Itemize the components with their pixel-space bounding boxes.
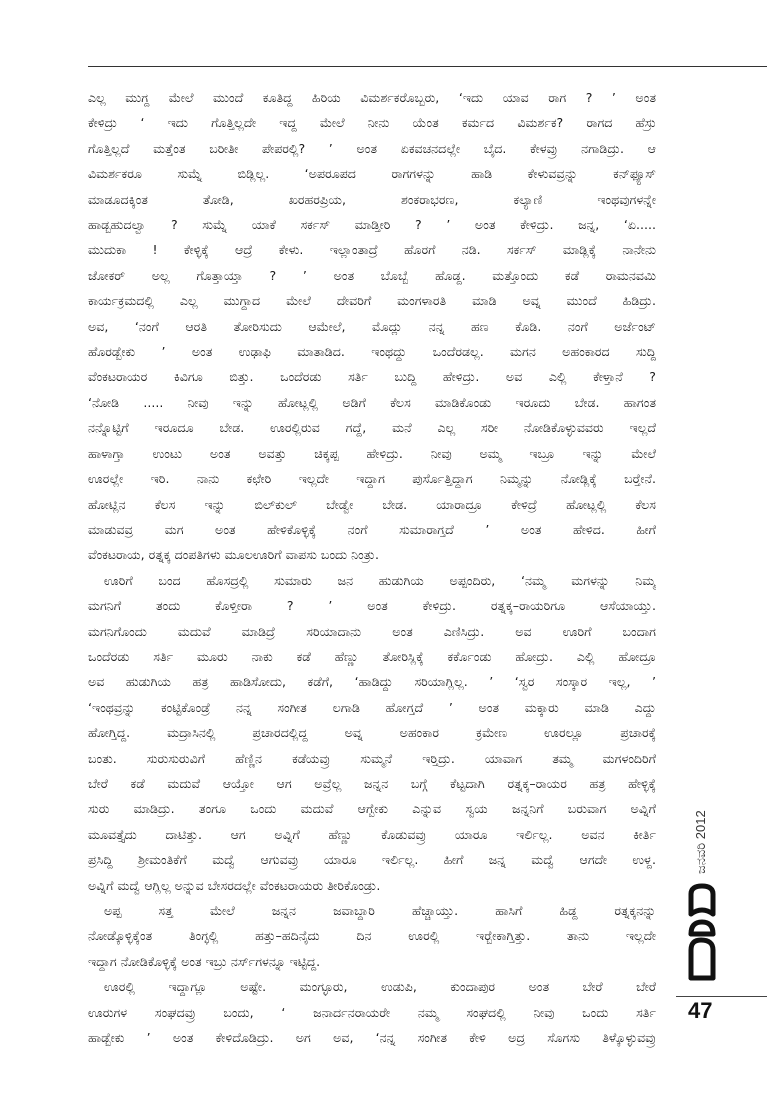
text-line: ಊರುಗಳ ಸಂಘದವ್ರು ಬಂದು, ‘ ಜನಾರ್ದನರಾಯರೇ ನಮ್ಮ ಸಂಘದಲ್ಲಿ ನೀವು ಒಂದು ಸರ್ತಿ [88,1004,656,1020]
text-line: ಹೋಗ್ತಿದ್ದ. ಮದ್ರಾಸಿನಲ್ಲಿ ಪ್ರಚಾರದಲ್ಲಿದ್ದ ಅವ್ನ ಅಹಂಕಾರ ಕ್ರಮೇಣ ಊರಲ್ಲೂ ಪ್ರಚಾರಕ್ಕೆ [88,725,656,741]
text-line: ಅಪ್ಪ ಸತ್ತ ಮೇಲೆ ಜನ್ನನ ಜವಾಬ್ದಾರಿ ಹೆಚ್ಚಾಯ್ತು. ಹಾಸಿಗೆ ಹಿಡ್ದ ರತ್ನಕ್ಕನನ್ನು [104,903,656,918]
text-line: ವಿಮರ್ಶಕರೂ ಸುಮ್ನೆ ಬಿಡ್ಲಿಲ್ಲ. ‘ಅಪರೂಪದ ರಾಗಗಳನ್ನು ಹಾಡಿ ಕೇಳುವವ್ರನ್ನು ಕನ್‌ಫ್ಯೂಸ್ [88,166,656,182]
text-line: ಹೋಟ್ಲಿನ ಕೆಲಸ ಇನ್ನು ಬಿಲ್‌ಕುಲ್ ಬೇಡ್ವೇ ಬೇಡ. ಯಾರಾದ್ರೂ ಕೇಳಿದ್ರೆ ಹೋಟ್ಲಲ್ಲಿ ಕೆಲಸ [88,496,656,512]
text-line: ಹಾಳಾಗ್ತಾ ಉಂಟು ಅಂತ ಅವತ್ತು ಚಿಕ್ಕಪ್ಪ ಹೇಳಿದ್ರು. ನೀವು ಅಮ್ಮ ಇಬ್ರೂ ಇನ್ನು ಮೇಲೆ [88,445,656,461]
text-line: ಮುದುಕಾ ! ಕೇಳ್ಳಿಕ್ಕೆ ಆದ್ರೆ ಕೇಳು. ಇಲ್ಲಾಂತಾದ್ರೆ ಹೊರಗೆ ನಡಿ. ಸರ್ಕಸ್ ಮಾಡ್ಲಿಕ್ಕೆ ನಾನೇನು [88,242,656,258]
text-line: ಸುರು ಮಾಡಿದ್ರು. ತಂಗೂ ಒಂದು ಮದುವೆ ಆಗ್ಬೇಕು ಎನ್ನುವ ಸ್ವಯ ಜನ್ನನಿಗೆ ಬರುವಾಗ ಅವ್ನಿಗೆ [88,801,656,817]
text-line: ಪ್ರಸಿದ್ದಿ ಶ್ರೀಮಂತಿಕೆಗೆ ಮದ್ವೆ ಆಗುವವ್ರು ಯಾರೂ ಇರ್ಲಿಲ್ಲ. ಹೀಗೆ ಜನ್ನ ಮದ್ವೆ ಆಗದೇ ಉಳ್ದ. [88,852,656,868]
text-line: ಮಗನಿಗೊಂದು ಮದುವೆ ಮಾಡಿದ್ರೆ ಸರಿಯಾದಾನು ಅಂತ ಎಣಿಸಿದ್ರು. ಅವ ಊರಿಗೆ ಬಂದಾಗ [88,623,656,639]
text-line: ‘ಇಂಥವ್ರನ್ನು ಕಂಟ್ಟಿಕೊಂಡ್ರೆ ನನ್ನ ಸಂಗೀತ ಲಗಾಡಿ ಹೋಗ್ತದೆ ’ ಅಂತ ಮಕ್ಕಾರು ಮಾಡಿ ಎದ್ದು [88,699,656,715]
text-line: ಊರಿಗೆ ಬಂದ ಹೊಸದ್ರಲ್ಲಿ ಸುಮಾರು ಜನ ಹುಡುಗಿಯ ಅಪ್ಪಂದಿರು, ‘ನಮ್ಮ ಮಗಳನ್ನು ನಿಮ್ಮ [104,572,656,588]
text-line: ಅವ, ‘ನಂಗೆ ಆರತಿ ತೋರಿಸುದು ಆಮೇಲೆ, ಮೊದ್ಲು ನನ್ನ ಹಣ ಕೊಡಿ. ನಂಗೆ ಅರ್ಜೆಂಟ್ [88,318,656,334]
page-number: 47 [688,998,713,1023]
magazine-masthead [683,790,723,986]
text-line: ಇದ್ದಾಗ ನೋಡಿಕೊಳ್ಳಿಕ್ಕೆ ಅಂತ ಇಬ್ರು ನರ್ಸ್‌ಗಳನ್ನೂ ಇಟ್ಟಿದ್ದ. [88,953,321,969]
text-line: ಎಲ್ಲ ಮುಗ್ದ ಮೇಲೆ ಮುಂದೆ ಕೂತಿದ್ದ ಹಿರಿಯ ವಿಮರ್ಶಕರೊಬ್ಬರು, ‘ಇದು ಯಾವ ರಾಗ ? ’ ಅಂತ [88,90,656,105]
text-line: ಊರಲ್ಲಿ ಇದ್ದಾಗ್ಲೂ ಅಷ್ಟೇ. ಮಂಗ್ಳೂರು, ಉಡುಪಿ, ಕುಂದಾಪುರ ಅಂತ ಬೇರೆ ಬೇರೆ [104,979,656,995]
text-line: ಕಾರ್ಯಕ್ರಮದಲ್ಲಿ ಎಲ್ಲ ಮುಗ್ದಾದ ಮೇಲೆ ದೇವರಿಗೆ ಮಂಗಳಾರತಿ ಮಾಡಿ ಅವ್ನ ಮುಂದೆ ಹಿಡಿದ್ರು. [88,293,656,309]
text-line: ಅವ ಹುಡುಗಿಯ ಹತ್ರ ಹಾಡಿಸೋದು, ಕಡೆಗೆ, ‘ಹಾಡಿದ್ದು ಸರಿಯಾಗ್ಲಿಲ್ಲ. ’ ‘ಸ್ವರ ಸಂಸ್ಕಾರ ಇಲ್ಲ, ’ [88,674,656,690]
text-line: ಮೂವತ್ತೈದು ದಾಟಿತ್ತು. ಆಗ ಅವ್ನಿಗೆ ಹೆಣ್ಣು ಕೊಡುವವ್ರು ಯಾರೂ ಇರ್ಲಿಲ್ಲ. ಅವನ ಕೀರ್ತಿ [88,826,656,842]
text-line: ಗೊತ್ತಿಲ್ಲದೆ ಮತ್ತೆಂತ ಬರೀತೀ ಪೇಪರಲ್ಲಿ? ’ ಅಂತ ಏಕವಚನದಲ್ಲೇ ಬೈದ. ಕೇಳವ್ರು ನಗಾಡಿದ್ರು. ಆ [88,140,656,156]
text-line: ನೋಡ್ಕೊಳ್ಳಿಕ್ಕೆಂತ ತಿಂಗ್ಳಲ್ಲಿ ಹತ್ತು–ಹದಿನೈದು ದಿನ ಊರಲ್ಲಿ ಇರ್‍ಬೇಕಾಗ್ತಿತ್ತು. ತಾನು ಇಲ್ಲದೇ [88,928,656,944]
text-line: ಒಂದೆರಡು ಸರ್ತಿ ಮೂರು ನಾಕು ಕಡೆ ಹೆಣ್ಣು ತೋರಿಸ್ಲಿಕ್ಕೆ ಕರ್ಕೊಂಡು ಹೋದ್ರು. ಎಲ್ಲಿ ಹೋದ್ರೂ [88,648,656,664]
magazine-logo [683,878,723,986]
text-line: ಮಾಡೂದಕ್ಕಿಂತ ತೋಡಿ, ಖರಹರಪ್ರಿಯ, ಶಂಕರಾಭರಣ, ಕಲ್ಯಾಣಿ ಇಂಥವುಗಳನ್ನೇ [88,191,656,207]
text-line: ಮಾಡುವವ್ರ ಮಗ ಅಂತ ಹೇಳಿಕೊಳ್ಳಿಕ್ಕೆ ನಂಗೆ ಸುಮಾರಾಗ್ತದೆ ’ ಅಂತ ಹೇಳಿದ. ಹೀಗೆ [88,521,656,537]
text-line: ವೆಂಕಟರಾಯರ ಕಿವಿಗೂ ಬಿತ್ತು. ಒಂದೆರಡು ಸರ್ತಿ ಬುದ್ದಿ ಹೇಳಿದ್ರು. ಅವ ಎಲ್ಲಿ ಕೇಳ್ತಾನೆ ? [88,369,656,385]
text-line: ಬಂತು. ಸುರುಸುರುವಿಗೆ ಹೆಣ್ಣಿನ ಕಡೆಯವ್ರು ಸುಮ್ಮನೆ ಇರ್‍ತಿದ್ರು. ಯಾವಾಗ ತಮ್ಮ ಮಗಳಂದಿರಿಗೆ [88,750,656,766]
text-line: ಊರಲ್ಲೇ ಇರಿ. ನಾನು ಕಛೇರಿ ಇಲ್ಲದೇ ಇದ್ದಾಗ ಪುರ್ಸೊತ್ತಿದ್ದಾಗ ನಿಮ್ಮನ್ನು ನೋಡ್ಲಿಕ್ಕೆ ಬರ್‍ತೇನೆ. [88,471,656,487]
header-rule [88,66,767,67]
text-line: ಮಗನಿಗೆ ತಂದು ಕೊಳ್ತೀರಾ ? ’ ಅಂತ ಕೇಳಿದ್ರು. ರತ್ನಕ್ಕ–ರಾಯರಿಗೂ ಆಸೆಯಾಯ್ತು. [88,598,656,614]
text-line: ಬೇರೆ ಕಡೆ ಮದುವೆ ಆಯ್ತೋ ಆಗ ಅವ್ರೆಲ್ಲ ಜನ್ನನ ಬಗ್ಗೆ ಕೆಟ್ಟದಾಗಿ ರತ್ನಕ್ಕ–ರಾಯರ ಹತ್ರ ಹೇಳ್ಳಿಕ್ಕೆ [88,775,656,791]
text-line: ಕೇಳಿದ್ರು ‘ ಇದು ಗೊತ್ತಿಲ್ಲದೇ ಇದ್ದ ಮೇಲೆ ನೀನು ಯೆಂತ ಕರ್ಮದ ವಿಮರ್ಶಕ? ರಾಗದ ಹೆಸ್ರು [88,115,656,131]
text-line: ವೆಂಕಟರಾಯ, ರತ್ನಕ್ಕ ದಂಪತಿಗಳು ಮೂಲಊರಿಗೆ ವಾಪಸು ಬಂದು ನಿಂತ್ರು. [88,547,379,563]
issue-date: ಜನವರಿ 2012 [693,810,708,874]
text-line: ‘ನೋಡಿ ..... ನೀವು ಇನ್ನು ಹೋಟ್ಲಲ್ಲಿ ಅಡಿಗೆ ಕೆಲಸ ಮಾಡಿಕೊಂಡು ಇರೂದು ಬೇಡ. ಹಾಗಂತ [88,394,656,410]
page-number-rule [676,996,767,997]
text-line: ಅವ್ನಿಗೆ ಮದ್ವೆ ಆಗ್ಲಿಲ್ಲ ಅನ್ನುವ ಬೇಸರದಲ್ಲೇ ವೆಂಕಟರಾಯರು ತೀರಿಕೊಂಡ್ರು. [88,877,381,893]
text-line: ಹಾಡ್ಬೇಕು ’ ಅಂತ ಕೇಳಿದೊಡಿದ್ರು. ಅಗ ಅವ, ‘ನನ್ನ ಸಂಗೀತ ಕೇಳಿ ಅದ್ರ ಸೊಗಸು ತಿಳ್ಕೊಳ್ಳುವವ್ರು [88,1030,656,1046]
article-body [88,85,656,1050]
text-line: ಹೊರಡ್ಬೇಕು ’ ಅಂತ ಉಢಾಫಿ ಮಾತಾಡಿದ. ಇಂಥದ್ದು ಒಂದೆರಡಲ್ಲ. ಮಗನ ಅಹಂಕಾರದ ಸುದ್ದಿ [88,344,656,360]
text-line: ನನ್ನೊಟ್ಟಿಗೆ ಇರೂದೂ ಬೇಡ. ಊರಲ್ಲಿರುವ ಗದ್ದೆ, ಮನೆ ಎಲ್ಲ ಸರೀ ನೋಡಿಕೊಳ್ಳುವವರು ಇಲ್ಲದೆ [88,420,656,436]
text-line: ಜೋಕರ್ ಅಲ್ಲ ಗೊತ್ತಾಯ್ತಾ ? ’ ಅಂತ ಬೊಬ್ಬೆ ಹೊಡ್ದ. ಮತ್ತೊಂದು ಕಡೆ ರಾಮನವಮಿ [88,267,656,283]
magazine-logo-icon [683,878,723,986]
text-line: ಹಾಡ್ಬಹುದಲ್ವಾ ? ಸುಮ್ನೆ ಯಾಕೆ ಸರ್ಕಸ್ ಮಾಡ್ತೀರಿ ? ’ ಅಂತ ಕೇಳಿದ್ರು. ಜನ್ನ, ‘ಏ..... [88,217,656,233]
